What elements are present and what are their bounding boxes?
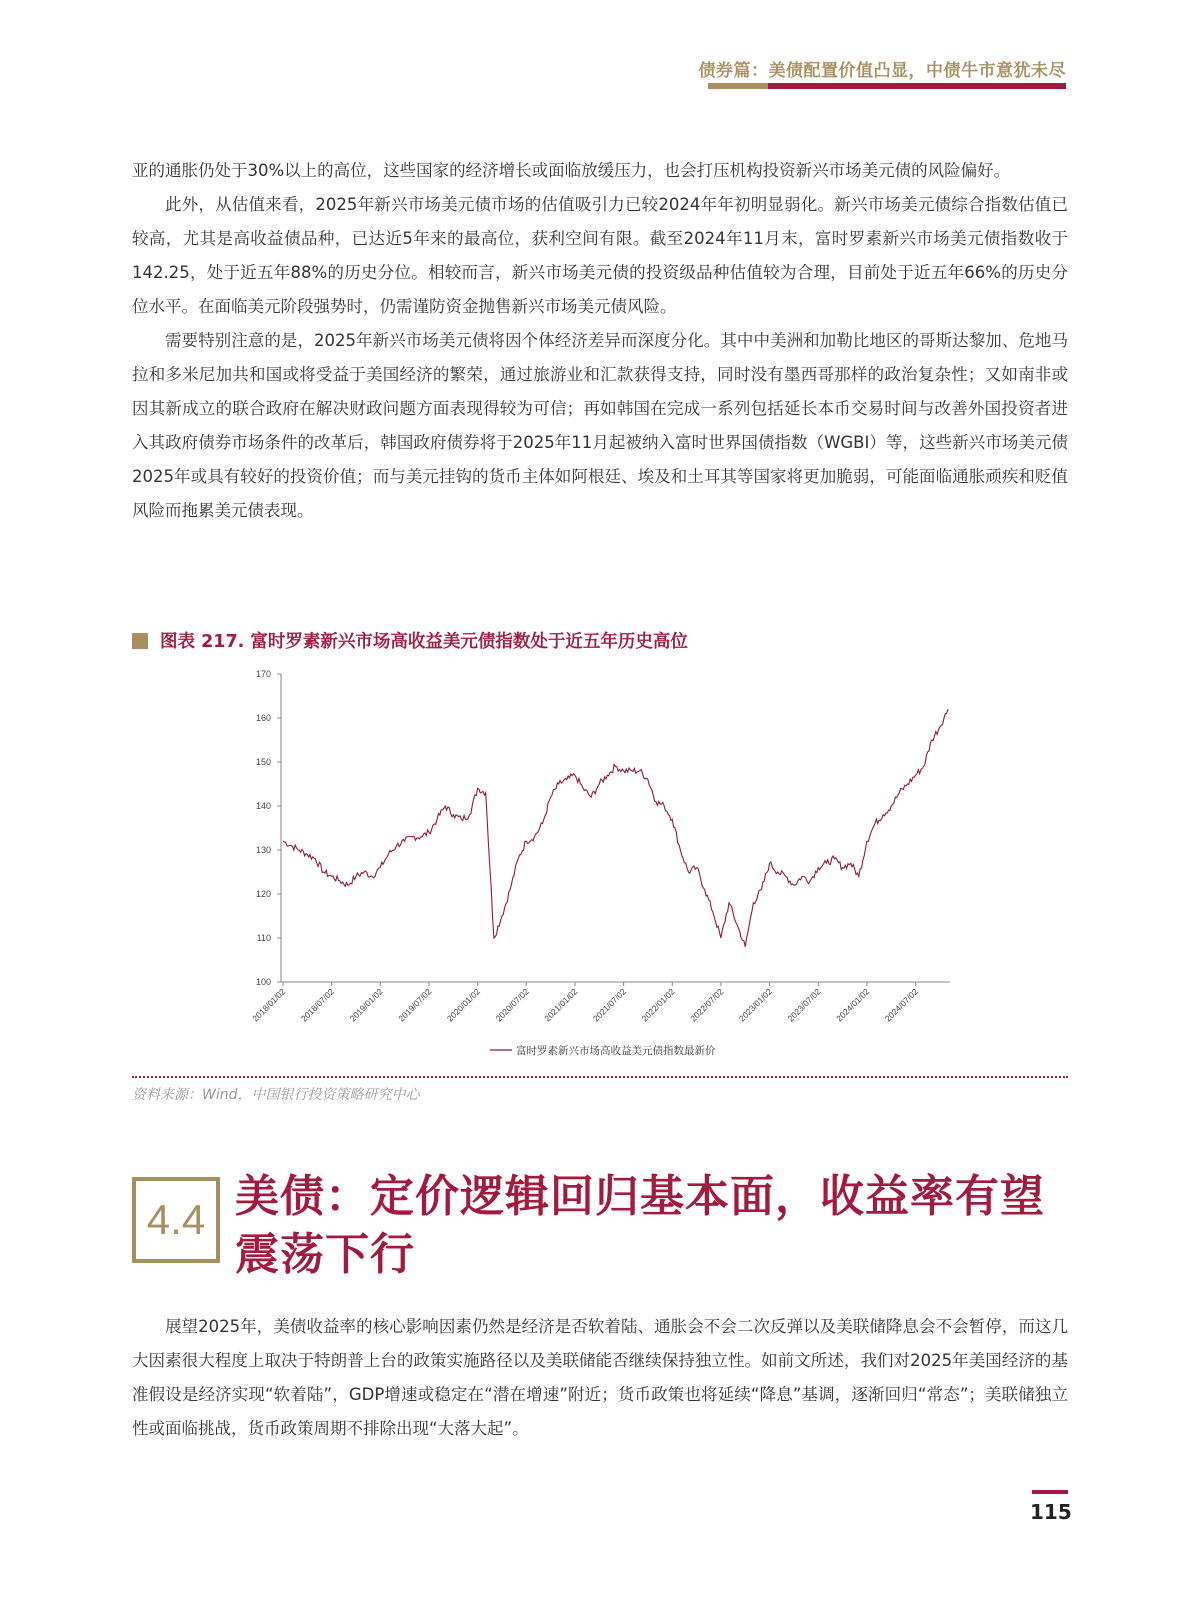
page-number: 115 <box>1030 1500 1072 1524</box>
header-rule <box>708 83 1066 89</box>
page-number-rule <box>1032 1490 1068 1494</box>
x-tick-label: 2020/01/02 <box>444 986 483 1024</box>
paragraph-2: 此外，从估值来看，2025年新兴市场美元债市场的估值吸引力已较2024年年初明显弱化。新兴市场美元债综合指数估值已较高，尤其是高收益债品种，已达近5年来的最高位，获利空间有限。截至2024年11月末，富时罗素新兴市场美元债指数收于142.25，处于近五年88%的历史分位。相较而言，新兴市场美元债的投资级品种估值较为合理，目前处于近五年66%的历史分位水平。在面临美元阶段强势时，仍需谨防资金抛售新兴市场美元债风险。 <box>132 195 1068 316</box>
y-tick-label: 120 <box>255 889 271 899</box>
x-tick-label: 2024/07/02 <box>882 986 920 1024</box>
x-tick-label: 2021/01/02 <box>542 986 580 1024</box>
y-tick-label: 140 <box>255 801 271 811</box>
bottom-text-block <box>132 1310 1068 1446</box>
x-tick-label: 2022/01/02 <box>639 986 677 1024</box>
figure-title <box>132 628 688 653</box>
line-chart <box>240 668 960 1068</box>
figure-source: 资料来源：Wind，中国银行投资策略研究中心 <box>132 1087 420 1103</box>
section-number: 4.4 <box>132 1177 220 1263</box>
y-tick-label: 170 <box>255 669 271 679</box>
figure-title-text: 图表 217. 富时罗素新兴市场高收益美元债指数处于近五年历史高位 <box>160 632 688 652</box>
paragraph-3: 需要特别注意的是，2025年新兴市场美元债将因个体经济差异而深度分化。其中中美洲和加勒比地区的哥斯达黎加、危地马拉和多米尼加共和国或将受益于美国经济的繁荣，通过旅游业和汇款获得支持，同时没有墨西哥那样的政治复杂性；又如南非或因其新成立的联合政府在解决财政问题方面表现得较为可信；再如韩国在完成一系列包括延长本币交易时间与改善外国投资者进入其政府债券市场条件的改革后，韩国政府债券将于2025年11月起被纳入富时世界国债指数（WGBI）等，这些新兴市场美元债2025年或具有较好的投资价值；而与美元挂钩的货币主体如阿根廷、埃及和土耳其等国家将更加脆弱，可能面临通胀顽疾和贬值风险而拖累美元债表现。 <box>132 331 1068 520</box>
x-tick-label: 2023/01/02 <box>736 986 774 1024</box>
figure-marker-icon <box>132 633 148 649</box>
y-tick-label: 110 <box>256 933 271 943</box>
header-rule-gold <box>708 83 768 89</box>
x-tick-label: 2020/07/02 <box>493 986 531 1024</box>
legend-label: 富时罗素新兴市场高收益美元债指数最新价 <box>516 1045 716 1057</box>
header-rule-red <box>768 83 1066 89</box>
y-tick-label: 160 <box>255 713 271 723</box>
series-line <box>283 709 948 947</box>
top-text-block <box>132 154 1068 528</box>
x-tick-label: 2021/07/02 <box>590 986 629 1024</box>
section-title: 美债：定价逻辑回归基本面，收益率有望震荡下行 <box>235 1171 1045 1280</box>
x-tick-label: 2019/01/02 <box>347 986 385 1024</box>
source-divider <box>132 1076 1068 1078</box>
y-tick-label: 150 <box>255 757 271 767</box>
x-tick-label: 2022/07/02 <box>688 986 726 1024</box>
x-tick-label: 2019/07/02 <box>396 986 434 1024</box>
header-title: 债券篇：美债配置价值凸显，中债牛市意犹未尽 <box>698 61 1066 81</box>
paragraph-1: 亚的通胀仍处于30%以上的高位，这些国家的经济增长或面临放缓压力，也会打压机构投资新兴市场美元债的风险偏好。 <box>132 161 1011 180</box>
x-tick-label: 2018/07/02 <box>298 986 337 1024</box>
x-tick-label: 2023/07/02 <box>785 986 823 1024</box>
paragraph-4: 展望2025年，美债收益率的核心影响因素仍然是经济是否软着陆、通胀会不会二次反弹以及美联储降息会不会暂停，而这几大因素很大程度上取决于特朗普上台的政策实施路径以及美联储能否继续保持独立性。如前文所述，我们对2025年美国经济的基准假设是经济实现“软着陆”，GDP增速或稳定在“潜在增速”附近；货币政策也将延续“降息”基调，逐渐回归“常态”；美联储独立性或面临挑战，货币政策周期不排除出现“大落大起”。 <box>132 1317 1068 1438</box>
y-tick-label: 130 <box>255 845 271 855</box>
x-tick-label: 2018/01/02 <box>250 986 288 1024</box>
y-tick-label: 100 <box>255 977 271 987</box>
x-tick-label: 2024/01/02 <box>834 986 872 1024</box>
